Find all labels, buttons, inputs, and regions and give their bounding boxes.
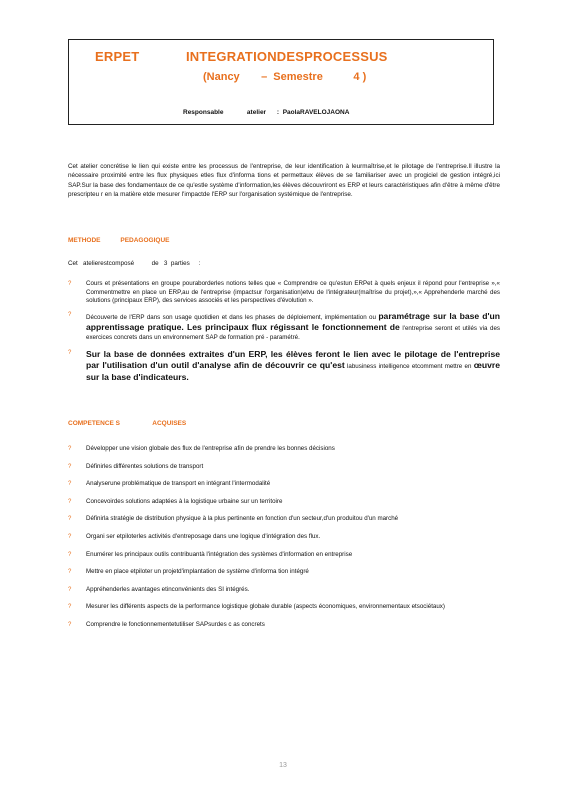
list-item (68, 349, 500, 384)
bullet-icon: ? (68, 446, 72, 452)
list-item (68, 621, 500, 630)
competences-list (68, 445, 500, 630)
list-item-text: Enumérer les principaux outils contribuantà l'intégration des systèmes d'information en entreprise (86, 550, 353, 558)
list-item-text: Mesurer les différents aspects de la performance logistique globale durable (aspects économiques, environnementaux etsociétaux) (86, 603, 445, 611)
bullet-icon: ? (68, 498, 72, 505)
list-item-text-large: œuvre sur la base d'indicateurs. (86, 360, 500, 382)
list-item-text: Cours et présentations en groupe pouraborderles notions telles que « Comprendre ce qu'estun ERPet à quels enjeux il répond pour l'entreprise »,« Commentmettre en place un ERP,au de l'entreprise (impactsur l'organisation)etvu de l'intégrateur(maîtrise du projet),»,« Apprehenderle marché des solutions (principaux ERP), des services associés et les perspectives d'évolution ». (86, 280, 500, 305)
title-left: ERPET (95, 49, 140, 64)
competences-heading: COMPETENCE S ACQUISES (68, 420, 187, 427)
list-item (68, 551, 500, 560)
list-item (68, 311, 500, 343)
responsable-line: Responsable atelier : PaolaRAVELOJAONA (183, 109, 350, 116)
bullet-icon: ? (68, 481, 72, 488)
list-item-text: l'entreprise seront et utilés via des exercices concrets dans un environnement SAP de formation pré - paramétré. (86, 325, 500, 341)
bullet-icon: ? (68, 551, 72, 558)
bullet-icon: ? (68, 311, 72, 318)
list-item (68, 603, 500, 612)
list-item-text-large: paramétrage sur la base d'un apprentissage pratique. Les principaux flux régissant le fonctionnement de (86, 310, 500, 333)
bullet-icon: ? (68, 533, 72, 540)
document-title (95, 49, 388, 64)
bullet-icon: ? (68, 569, 72, 576)
title-right: INTEGRATIONDESPROCESSUS (186, 49, 388, 64)
list-item-text: Développer une vision globale des flux de l'entreprise afin de prendre les bonnes décisions (86, 445, 335, 452)
header-box (68, 39, 494, 125)
list-item-text: Comprendre le fonctionnementetutiliser SAPsurdes c as concrets (86, 620, 265, 628)
bullet-icon: ? (68, 621, 72, 628)
list-item (68, 533, 500, 542)
bullet-icon: ? (68, 604, 72, 611)
list-item-text: Mettre en place etpiloter un projetd'implantation de système d'informa tion intégré (86, 568, 309, 576)
bullet-icon: ? (68, 516, 72, 523)
list-item (68, 568, 500, 577)
document-subtitle: (Nancy – Semestre 4 ) (203, 71, 367, 83)
list-item-text: Définirla stratégie de distribution physique à la plus pertinente en fonction d'un secteur,d'un produitou d'un marché (86, 515, 399, 523)
list-item-text: Découverte de l'ERP dans son usage quotidien et dans les phases de déploiement, implémentation ou (86, 313, 376, 321)
list-item-text: labusiness intelligence etcomment mettre en (347, 363, 472, 371)
bullet-icon: ? (68, 586, 72, 593)
page-number: 13 (279, 762, 287, 769)
list-item (68, 586, 500, 595)
methode-heading: METHODE PEDAGOGIQUE (68, 237, 170, 244)
list-item (68, 445, 500, 454)
list-item (68, 280, 500, 306)
bullet-icon: ? (68, 349, 72, 356)
list-item (68, 463, 500, 472)
list-item-text: Concevoirdes solutions adaptées à la logistique urbaine sur un territoire (86, 497, 283, 505)
list-item-text-large: Sur la base de données extraites d'un ERP, les élèves feront le lien avec le pilotage de l'entreprise par l'utilisation d'un outil d'analyse afin de découvrir ce qu'est (86, 348, 500, 371)
intro-paragraph: Cet atelier concrétise le lien qui existe entre les processus de l'entreprise, de leur identification à leurmaîtrise,et le pilotage de l'entreprise.Il illustre la nécessaire proximité entre les flux physiques etles flux d'informa tions et permettaux élèves de se familiariser avec un progiciel de gestion intégré,ici SAP.Sur la base des fondamentaux de ce qu'estle système d'information,les élèves découvriront es ERP et leurs caractéristiques afin d'être à même d'être prescripteu r en la matière etde mesurer l'impactde l'ERP sur l'organisation systémique de l'entreprise. (68, 163, 500, 199)
bullet-icon: ? (68, 463, 72, 470)
list-item-text: Analyserune problématique de transport en intégrant l'intermodalité (86, 480, 271, 488)
list-item (68, 480, 500, 489)
bullet-icon: ? (68, 281, 72, 287)
list-item (68, 498, 500, 507)
list-item (68, 515, 500, 524)
methode-list (68, 280, 500, 383)
list-item-text: Appréhenderles avantages etinconvénients des SI intégrés. (86, 585, 250, 593)
list-item-text: Organi ser etpiloterles activités d'entreposage dans une logique d'intégration des flux. (86, 532, 321, 540)
methode-lead: Cet atelierestcomposé de 3 parties : (68, 260, 201, 267)
list-item-text: Définirles différentes solutions de transport (86, 462, 204, 470)
